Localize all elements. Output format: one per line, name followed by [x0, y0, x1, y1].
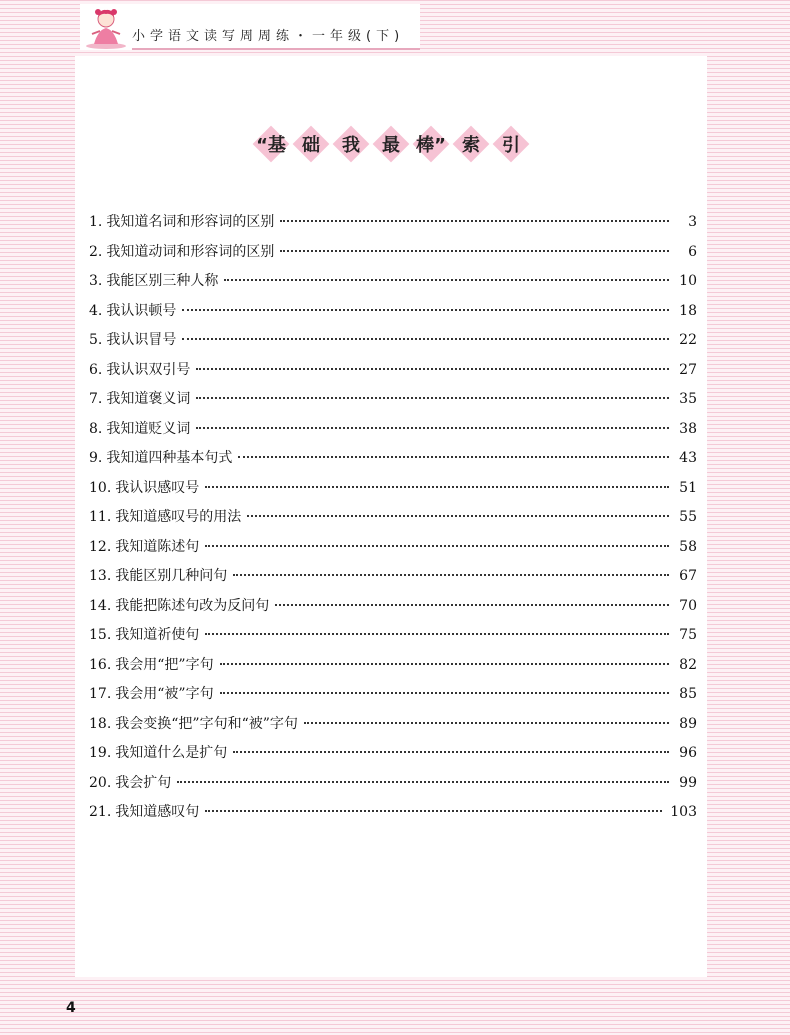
- toc-entry-number: 11.: [89, 509, 112, 525]
- toc-entry-page: 35: [679, 391, 697, 407]
- page-number: 4: [66, 1000, 76, 1016]
- toc-entry-page: 43: [679, 450, 697, 466]
- title-char: 最: [371, 124, 411, 164]
- dot-leader: [220, 692, 669, 694]
- toc-entry-number: 8.: [89, 420, 103, 437]
- toc-entry-label: 我会用“被”字句: [115, 686, 214, 702]
- toc-entry-number: 6.: [89, 361, 103, 378]
- toc-entry[interactable]: [89, 388, 697, 418]
- toc-entry-page: 55: [679, 509, 697, 525]
- toc-entry[interactable]: [89, 683, 697, 713]
- toc-entry-label: 我会扩句: [115, 774, 172, 791]
- toc-entry-number: 13.: [89, 568, 112, 584]
- dot-leader: [233, 574, 669, 576]
- toc-entry-label: 我知道感叹句: [115, 804, 200, 820]
- dot-leader: [205, 810, 662, 812]
- toc-entry-page: 58: [679, 538, 697, 555]
- header-divider: [132, 48, 420, 50]
- toc-entry-number: 15.: [89, 627, 112, 643]
- toc-entry-page: 85: [679, 686, 697, 702]
- page-content: [75, 56, 707, 977]
- toc-entry[interactable]: [89, 624, 697, 654]
- dot-leader: [247, 515, 669, 517]
- toc-entry[interactable]: [89, 211, 697, 241]
- toc-entry-page: 27: [679, 361, 697, 378]
- toc-entry-page: 75: [679, 627, 697, 643]
- toc-entry-label: 我知道什么是扩句: [115, 745, 228, 761]
- dot-leader: [280, 220, 669, 222]
- toc-entry-number: 5.: [89, 332, 103, 348]
- dot-leader: [275, 604, 669, 606]
- toc-entry-label: 我知道祈使句: [115, 627, 200, 643]
- toc-entry-label: 我会用“把”字句: [115, 656, 214, 673]
- dot-leader: [304, 722, 669, 724]
- title-char: 础: [291, 124, 331, 164]
- toc-entry-label: 我认识双引号: [106, 361, 191, 378]
- toc-entry[interactable]: [89, 270, 697, 300]
- toc-entry[interactable]: [89, 241, 697, 271]
- toc-entry[interactable]: [89, 713, 697, 743]
- toc-entry-number: 14.: [89, 597, 112, 614]
- index-title: [75, 124, 707, 164]
- toc-entry[interactable]: [89, 477, 697, 507]
- title-char: “基: [251, 124, 291, 164]
- toc-entry-number: 12.: [89, 538, 112, 555]
- toc-entry-label: 我知道名词和形容词的区别: [106, 214, 275, 230]
- title-char: 引: [491, 124, 531, 164]
- toc-entry-number: 20.: [89, 774, 112, 791]
- toc-entry-number: 18.: [89, 715, 112, 732]
- toc-entry-number: 10.: [89, 479, 112, 496]
- toc-entry-number: 4.: [89, 302, 103, 319]
- toc-entry[interactable]: [89, 359, 697, 389]
- title-char: 棒”: [411, 124, 451, 164]
- toc-entry-label: 我知道陈述句: [115, 538, 200, 555]
- dot-leader: [205, 545, 669, 547]
- toc-entry-label: 我知道四种基本句式: [106, 450, 233, 466]
- toc-entry-page: 82: [679, 656, 697, 673]
- toc-entry-number: 3.: [89, 273, 103, 289]
- toc-entry[interactable]: [89, 772, 697, 802]
- toc-entry-page: 3: [688, 214, 697, 230]
- toc-entry-number: 1.: [89, 214, 103, 230]
- toc-entry-page: 18: [679, 302, 697, 319]
- toc-entry-number: 19.: [89, 745, 112, 761]
- dot-leader: [177, 781, 669, 783]
- toc-entry-page: 99: [679, 774, 697, 791]
- toc-list: [89, 211, 697, 831]
- girl-mascot-icon: [80, 4, 132, 50]
- dot-leader: [233, 751, 669, 753]
- toc-entry[interactable]: [89, 595, 697, 625]
- dot-leader: [280, 250, 669, 252]
- dot-leader: [205, 633, 669, 635]
- toc-entry-number: 16.: [89, 656, 112, 673]
- toc-entry-label: 我知道动词和形容词的区别: [106, 243, 275, 260]
- dot-leader: [196, 397, 669, 399]
- toc-entry-page: 22: [679, 332, 697, 348]
- toc-entry[interactable]: [89, 329, 697, 359]
- toc-entry-page: 103: [670, 804, 697, 820]
- toc-entry[interactable]: [89, 447, 697, 477]
- dot-leader: [196, 368, 669, 370]
- toc-entry-label: 我知道贬义词: [106, 420, 191, 437]
- toc-entry[interactable]: [89, 536, 697, 566]
- toc-entry-number: 2.: [89, 243, 103, 260]
- toc-entry-page: 38: [679, 420, 697, 437]
- toc-entry-label: 我认识感叹号: [115, 479, 200, 496]
- toc-entry-label: 我知道褒义词: [106, 391, 191, 407]
- dot-leader: [220, 663, 669, 665]
- toc-entry-label: 我会变换“把”字句和“被”字句: [115, 715, 298, 732]
- toc-entry[interactable]: [89, 506, 697, 536]
- toc-entry[interactable]: [89, 654, 697, 684]
- dot-leader: [205, 486, 669, 488]
- title-char: 我: [331, 124, 371, 164]
- dot-leader: [182, 338, 669, 340]
- dot-leader: [224, 279, 669, 281]
- toc-entry-label: 我认识顿号: [106, 302, 177, 319]
- toc-entry-page: 51: [679, 479, 697, 496]
- toc-entry-page: 10: [679, 273, 697, 289]
- title-char: 索: [451, 124, 491, 164]
- toc-entry-label: 我能区别几种问句: [115, 568, 228, 584]
- toc-entry[interactable]: [89, 565, 697, 595]
- toc-entry-number: 21.: [89, 804, 112, 820]
- toc-entry-number: 9.: [89, 450, 103, 466]
- toc-entry-label: 我知道感叹号的用法: [115, 509, 242, 525]
- toc-entry-page: 67: [679, 568, 697, 584]
- toc-entry[interactable]: [89, 418, 697, 448]
- toc-entry-page: 89: [679, 715, 697, 732]
- series-title: 小学语文读写周周练・一年级(下): [132, 29, 405, 44]
- toc-entry-label: 我认识冒号: [106, 332, 177, 348]
- toc-entry-label: 我能区别三种人称: [106, 273, 219, 289]
- toc-entry[interactable]: [89, 801, 697, 831]
- toc-entry-page: 70: [679, 597, 697, 614]
- toc-entry-page: 6: [688, 243, 697, 260]
- toc-entry[interactable]: [89, 300, 697, 330]
- toc-entry-number: 7.: [89, 391, 103, 407]
- toc-entry-number: 17.: [89, 686, 112, 702]
- dot-leader: [196, 427, 669, 429]
- toc-entry-page: 96: [679, 745, 697, 761]
- toc-entry[interactable]: [89, 742, 697, 772]
- running-header: [80, 4, 420, 50]
- toc-entry-label: 我能把陈述句改为反问句: [115, 597, 270, 614]
- dot-leader: [182, 309, 669, 311]
- dot-leader: [238, 456, 669, 458]
